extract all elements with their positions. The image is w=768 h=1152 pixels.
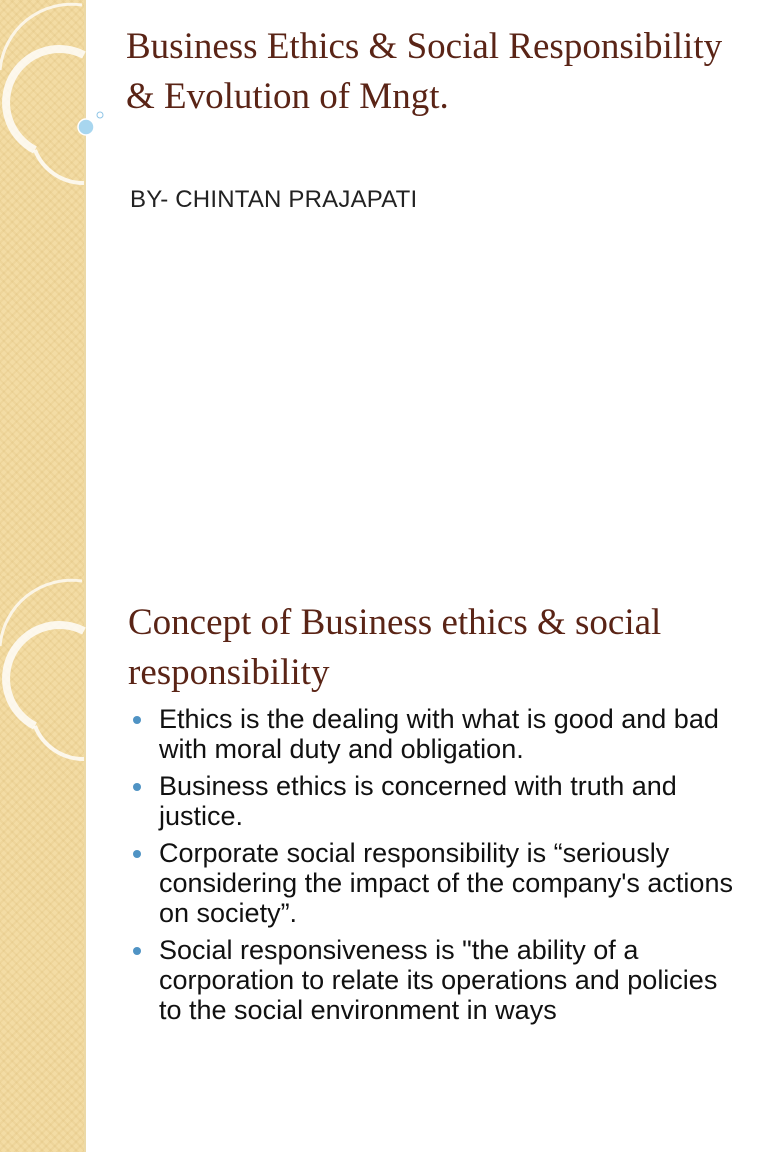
slide-title: Concept of Business ethics & social responsibility	[128, 602, 662, 693]
bullet-text: Ethics is the dealing with what is good and bad with moral duty and obligation.	[159, 704, 719, 764]
bullet-text: Business ethics is concerned with truth and justice.	[159, 771, 677, 831]
bullet-text: Corporate social responsibility is “seriously considering the impact of the company's actions on society”.	[159, 838, 733, 928]
bullet-list	[130, 704, 740, 1032]
slide-subtitle-author: BY- CHINTAN PRAJAPATI	[130, 186, 418, 213]
bullet-dot-icon	[133, 850, 141, 858]
bullet-item	[130, 935, 740, 1025]
bullet-dot-icon	[133, 783, 141, 791]
ring-ornament-icon	[0, 576, 110, 776]
bullet-item	[130, 838, 740, 928]
ring-ornament-icon	[0, 0, 110, 200]
bullet-dot-icon	[133, 947, 141, 955]
bullet-item	[130, 704, 740, 764]
bullet-item	[130, 771, 740, 831]
bullet-dot-icon	[133, 716, 141, 724]
content-slide	[0, 576, 768, 1152]
slide-title: Business Ethics & Social Responsibility & Evolution of Mngt.	[126, 26, 723, 117]
bullet-text: Social responsiveness is "the ability of a corporation to relate its operations and policies to the social environment in ways	[159, 935, 718, 1025]
